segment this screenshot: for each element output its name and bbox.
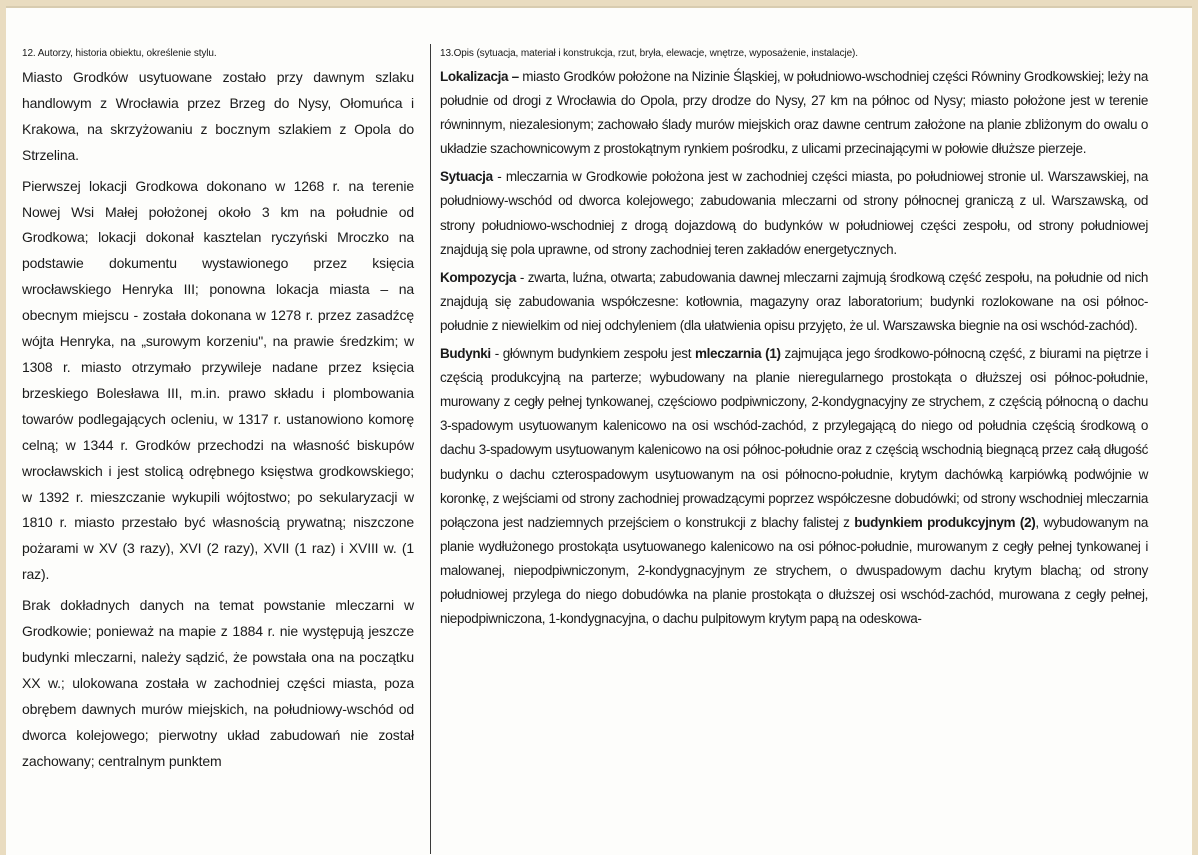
section-text: zajmująca jego środkowo-północną część, z biurami na piętrze i częścią produkcyjną na parterze; wybudowany na planie nieregularnego prostokąta o dłuższej osi północ-południe, murowany z cegły pełnej tynkowanej, częściowo podpiwniczony, 2-kondygnacyjny ze strychem, z częścią północną o dachu 3-spadowym usytuowanym kalenicowo na osi wschód-zachód, z przylegającą do niego od południa częścią środkową o dachu 3-spadowym usytuowanym kalenicowo na osi północ-południe oraz z częścią wschodnią biegnącą przez całą długość budynku o dachu czterospadowym usytuowanym na osi północno-południe, krytym dachówką karpiówką podwójnie w koronkę, z wejściami od strony zachodniej prowadzącymi poprzez współczesne dobudówki; od strony wschodniej mleczarnia połączona jest nadziemnych przejściem o konstrukcji z blachy falistej z bbox=[440, 346, 1148, 530]
section-label: Sytuacja bbox=[440, 169, 493, 185]
section-text: miasto Grodków położone na Nizinie Śląskiej, w południowo-wschodniej części Równiny Grodkowskiej; leży na południe od drogi z Wrocławia do Opola, przy drodze do Nysy, 27 km na północ od Nysy; miasto położone jest w terenie równinnym, niezalesionym; zachowało ślady murów miejskich oraz dawne centrum założone na planie zbliżonym do owalu o układzie szachownicowym z prostokątnym rynkiem pośrodku, z ulicami przecinającymi w połowie dłuższe pierzeje. bbox=[440, 69, 1148, 157]
location-section bbox=[440, 65, 1148, 161]
column-divider bbox=[430, 44, 431, 854]
description-heading: 13.Opis (sytuacja, materiał i konstrukcja, rzut, bryła, elewacje, wnętrze, wyposażenie, instalacje). bbox=[440, 48, 858, 59]
history-paragraph: Miasto Grodków usytuowane zostało przy dawnym szlaku handlowym z Wrocławia przez Brzeg do Nysy, Ołomuńca i Krakowa, na skrzyżowaniu z bocznym szlakiem z Opola do Strzelina. bbox=[22, 69, 414, 163]
history-paragraph: Pierwszej lokacji Grodkowa dokonano w 1268 r. na terenie Nowej Wsi Małej położonej około 3 km na południe od Grodkowa; lokacji dokonał kasztelan ryczyński Mroczko na podstawie dokumentu wystawionego przez księcia wrocławskiego Henryka III; ponowna lokacja miasta – na obecnym miejscu - została dokonana w 1278 r. przez zasadźcę wójta Henryka, na „surowym korzeniu", na prawie średzkim; w 1308 r. miasto otrzymało przywileje nadane przez księcia brzeskiego Bolesława III, m.in. prawo składu i plombowania towarów podlegających ocleniu, w 1317 r. ustanowiono komorę celną; w 1344 r. Grodków przechodzi na własność biskupów wrocławskich i jest stolicą odrębnego księstwa grodkowskiego; w 1392 r. mieszczanie wykupili wójtostwo; po sekularyzacji w 1810 r. miasto przestało być własnością prywatną; niszczone pożarami w XV (3 razy), XVI (2 razy), XVII (1 raz) i XVIII w. (1 raz). bbox=[22, 177, 414, 583]
section-text: - mleczarnia w Grodkowie położona jest w zachodniej części miasta, po południowej stronie ul. Warszawskiej, na południowy-wschód od dworca kolejowego; zabudowania mleczarni od strony północnej graniczą z ul. Warszawską, od strony południowo-wschodniej z drogą dojazdową do budynków w południowej części zespołu, od strony południowej znajdują się pola uprawne, od strony zachodniej teren zakładów energetycznych. bbox=[440, 169, 1148, 257]
section-text: , wybudowanym na planie wydłużonego prostokąta usytuowanego kalenicowo na osi północ-południe, murowanym z cegły pełnej tynkowanej i malowanej, niepodpiwniczonym, 2-kondygnacyjnym ze strychem, o dwuspadowym dachu krytym blachą; od strony południowej przylega do niego dobudówka na planie prostokąta o dłuższej osi wschód-zachód, murowana z cegły pełnej, niepodpiwniczona, 1-kondygnacyjna, o dachu pulpitowym krytym papą na odeskowa- bbox=[440, 514, 1148, 627]
history-column bbox=[22, 48, 414, 774]
section-label: Budynki bbox=[440, 346, 491, 362]
building-name: budynkiem produkcyjnym (2) bbox=[854, 514, 1036, 530]
composition-section bbox=[440, 266, 1148, 338]
history-paragraph: Brak dokładnych danych na temat powstanie mleczarni w Grodkowie; ponieważ na mapie z 1884 r. nie występują jeszcze budynki mleczarni, należy sądzić, że powstała ona na początku XX w.; ulokowana została w zachodniej części miasta, poza obrębem dawnych murów miejskich, na południowy-wschód od dworca kolejowego; pierwotny układ zabudowań nie został zachowany; centralnym punktem bbox=[22, 597, 414, 769]
building-name: mleczarnia (1) bbox=[695, 346, 781, 362]
section-text: - głównym budynkiem zespołu jest bbox=[490, 346, 695, 362]
history-heading: 12. Autorzy, historia obiektu, określenie stylu. bbox=[22, 48, 217, 59]
section-label: Kompozycja bbox=[440, 269, 517, 285]
section-text: - zwarta, luźna, otwarta; zabudowania dawnej mleczarni zajmują środkową część zespołu, na południe od nich znajdują się zabudowania współczesne: kotłownia, magazyny oraz laboratorium; budynki rozlokowane na osi północ-południe z niewielkim od niej odchyleniem (dla ułatwienia opisu przyjęto, że ul. Warszawska biegnie na osi wschód-zachód). bbox=[440, 269, 1148, 333]
document-sheet bbox=[6, 6, 1192, 855]
section-label: Lokalizacja – bbox=[440, 69, 519, 84]
description-column bbox=[440, 48, 1148, 631]
situation-section bbox=[440, 165, 1148, 261]
buildings-section bbox=[440, 342, 1148, 631]
